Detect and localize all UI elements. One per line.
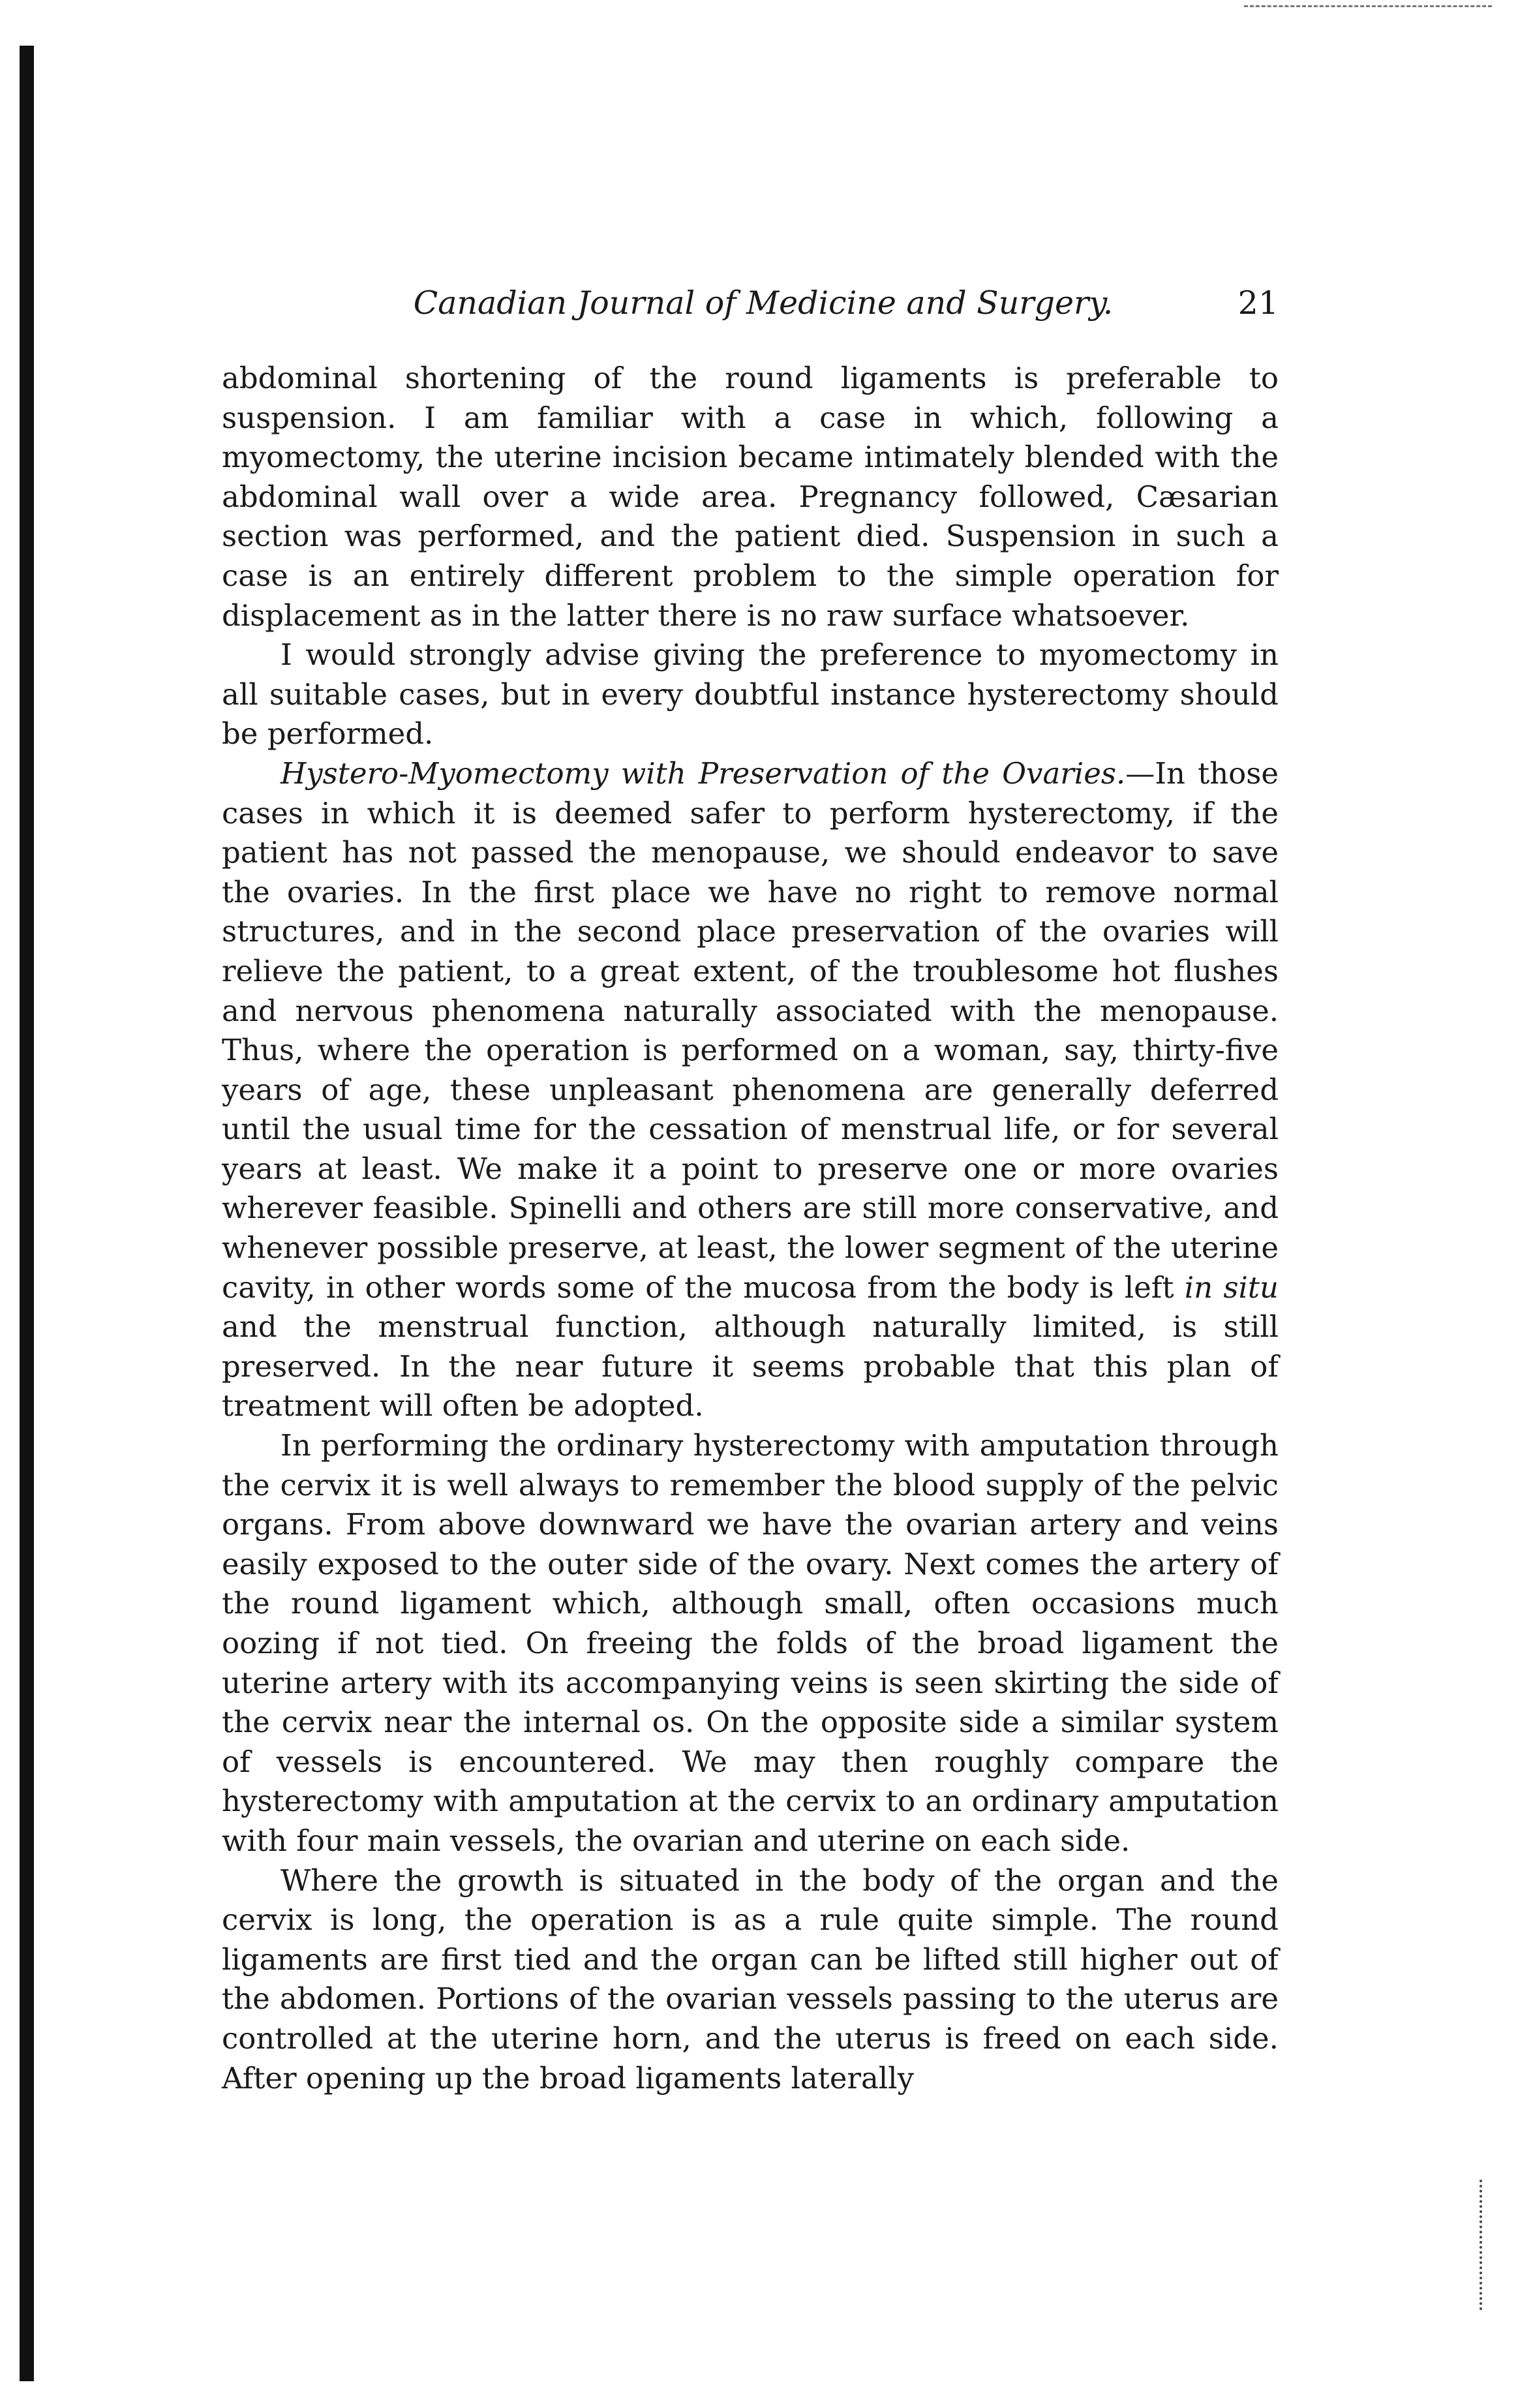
paragraph-2-text: I would strongly advise giving the preference to myomectomy in all suitable cases, but in every doubtful instance hysterectomy should be performed. — [222, 637, 1279, 752]
paragraph-2 — [222, 635, 1279, 754]
paragraph-3-text: —In those cases in which it is deemed safer to perform hysterectomy, if the patient has not passed the menopause, we should endeavor to save the ovaries. In the first place we have no right to remove normal structures, and in the second place preservation of the ovaries will relieve the patient, to a great extent, of the troublesome hot flushes and nervous phenomena naturally associated with the menopause. Thus, where the operation is performed on a woman, say, thirty-five years of age, these unpleasant phenomena are generally deferred until the usual time for the cessation of menstrual life, or for several years at least. We make it a point to preserve one or more ovaries wherever feasible. Spinelli and others are still more conservative, and whenever possible preserve, at least, the lower segment of the uterine cavity, in other words some of the mucosa from the body is left — [222, 755, 1279, 1305]
paragraph-3-text-after: and the menstrual function, although naturally limited, is still preserved. In the near future it seems probable that this plan of treatment will often be adopted. — [222, 1309, 1279, 1424]
page — [222, 274, 1279, 2098]
page-number: 21 — [1237, 284, 1279, 322]
scan-mark-top — [1244, 5, 1492, 10]
paragraph-3 — [222, 754, 1279, 1426]
journal-title: Canadian Journal of Medicine and Surgery. — [413, 284, 1114, 322]
scan-mark-right — [1470, 2180, 1482, 2310]
binding-edge — [20, 46, 34, 2381]
paragraph-1-text: abdominal shortening of the round ligaments is preferable to suspension. I am familiar with a case in which, following a myomectomy, the uterine incision became intimately blended with the abdominal wall over a wide area. Pregnancy followed, Cæsarian section was performed, and the patient died. Suspension in such a case is an entirely different problem to the simple operation for displacement as in the latter there is no raw surface whatsoever. — [222, 361, 1279, 633]
paragraph-4 — [222, 1426, 1279, 1861]
paragraph-5-text: Where the growth is situated in the body of the organ and the cervix is long, the operation is as a rule quite simple. The round ligaments are first tied and the organ can be lifted still higher out of the abdomen. Portions of the ovarian vessels passing to the uterus are controlled at the uterine horn, and the uterus is freed on each side. After opening up the broad ligaments laterally — [222, 1863, 1279, 2096]
italic-phrase: in situ — [1184, 1270, 1279, 1305]
section-heading: Hystero-Myomectomy with Preservation of the Ovaries. — [281, 755, 1126, 791]
paragraph-1 — [222, 359, 1279, 635]
paragraph-5 — [222, 1861, 1279, 2099]
running-head — [222, 274, 1279, 333]
body-text — [222, 359, 1279, 2098]
paragraph-4-text: In performing the ordinary hysterectomy with amputation through the cervix it is well always to remember the blood supply of the pelvic organs. From above downward we have the ovarian artery and veins easily exposed to the outer side of the ovary. Next comes the artery of the round ligament which, although small, often occasions much oozing if not tied. On freeing the folds of the broad ligament the uterine artery with its accompanying veins is seen skirting the side of the cervix near the internal os. On the opposite side a similar system of vessels is encountered. We may then roughly compare the hysterectomy with amputation at the cervix to an ordinary amputation with four main vessels, the ovarian and uterine on each side. — [222, 1428, 1279, 1858]
